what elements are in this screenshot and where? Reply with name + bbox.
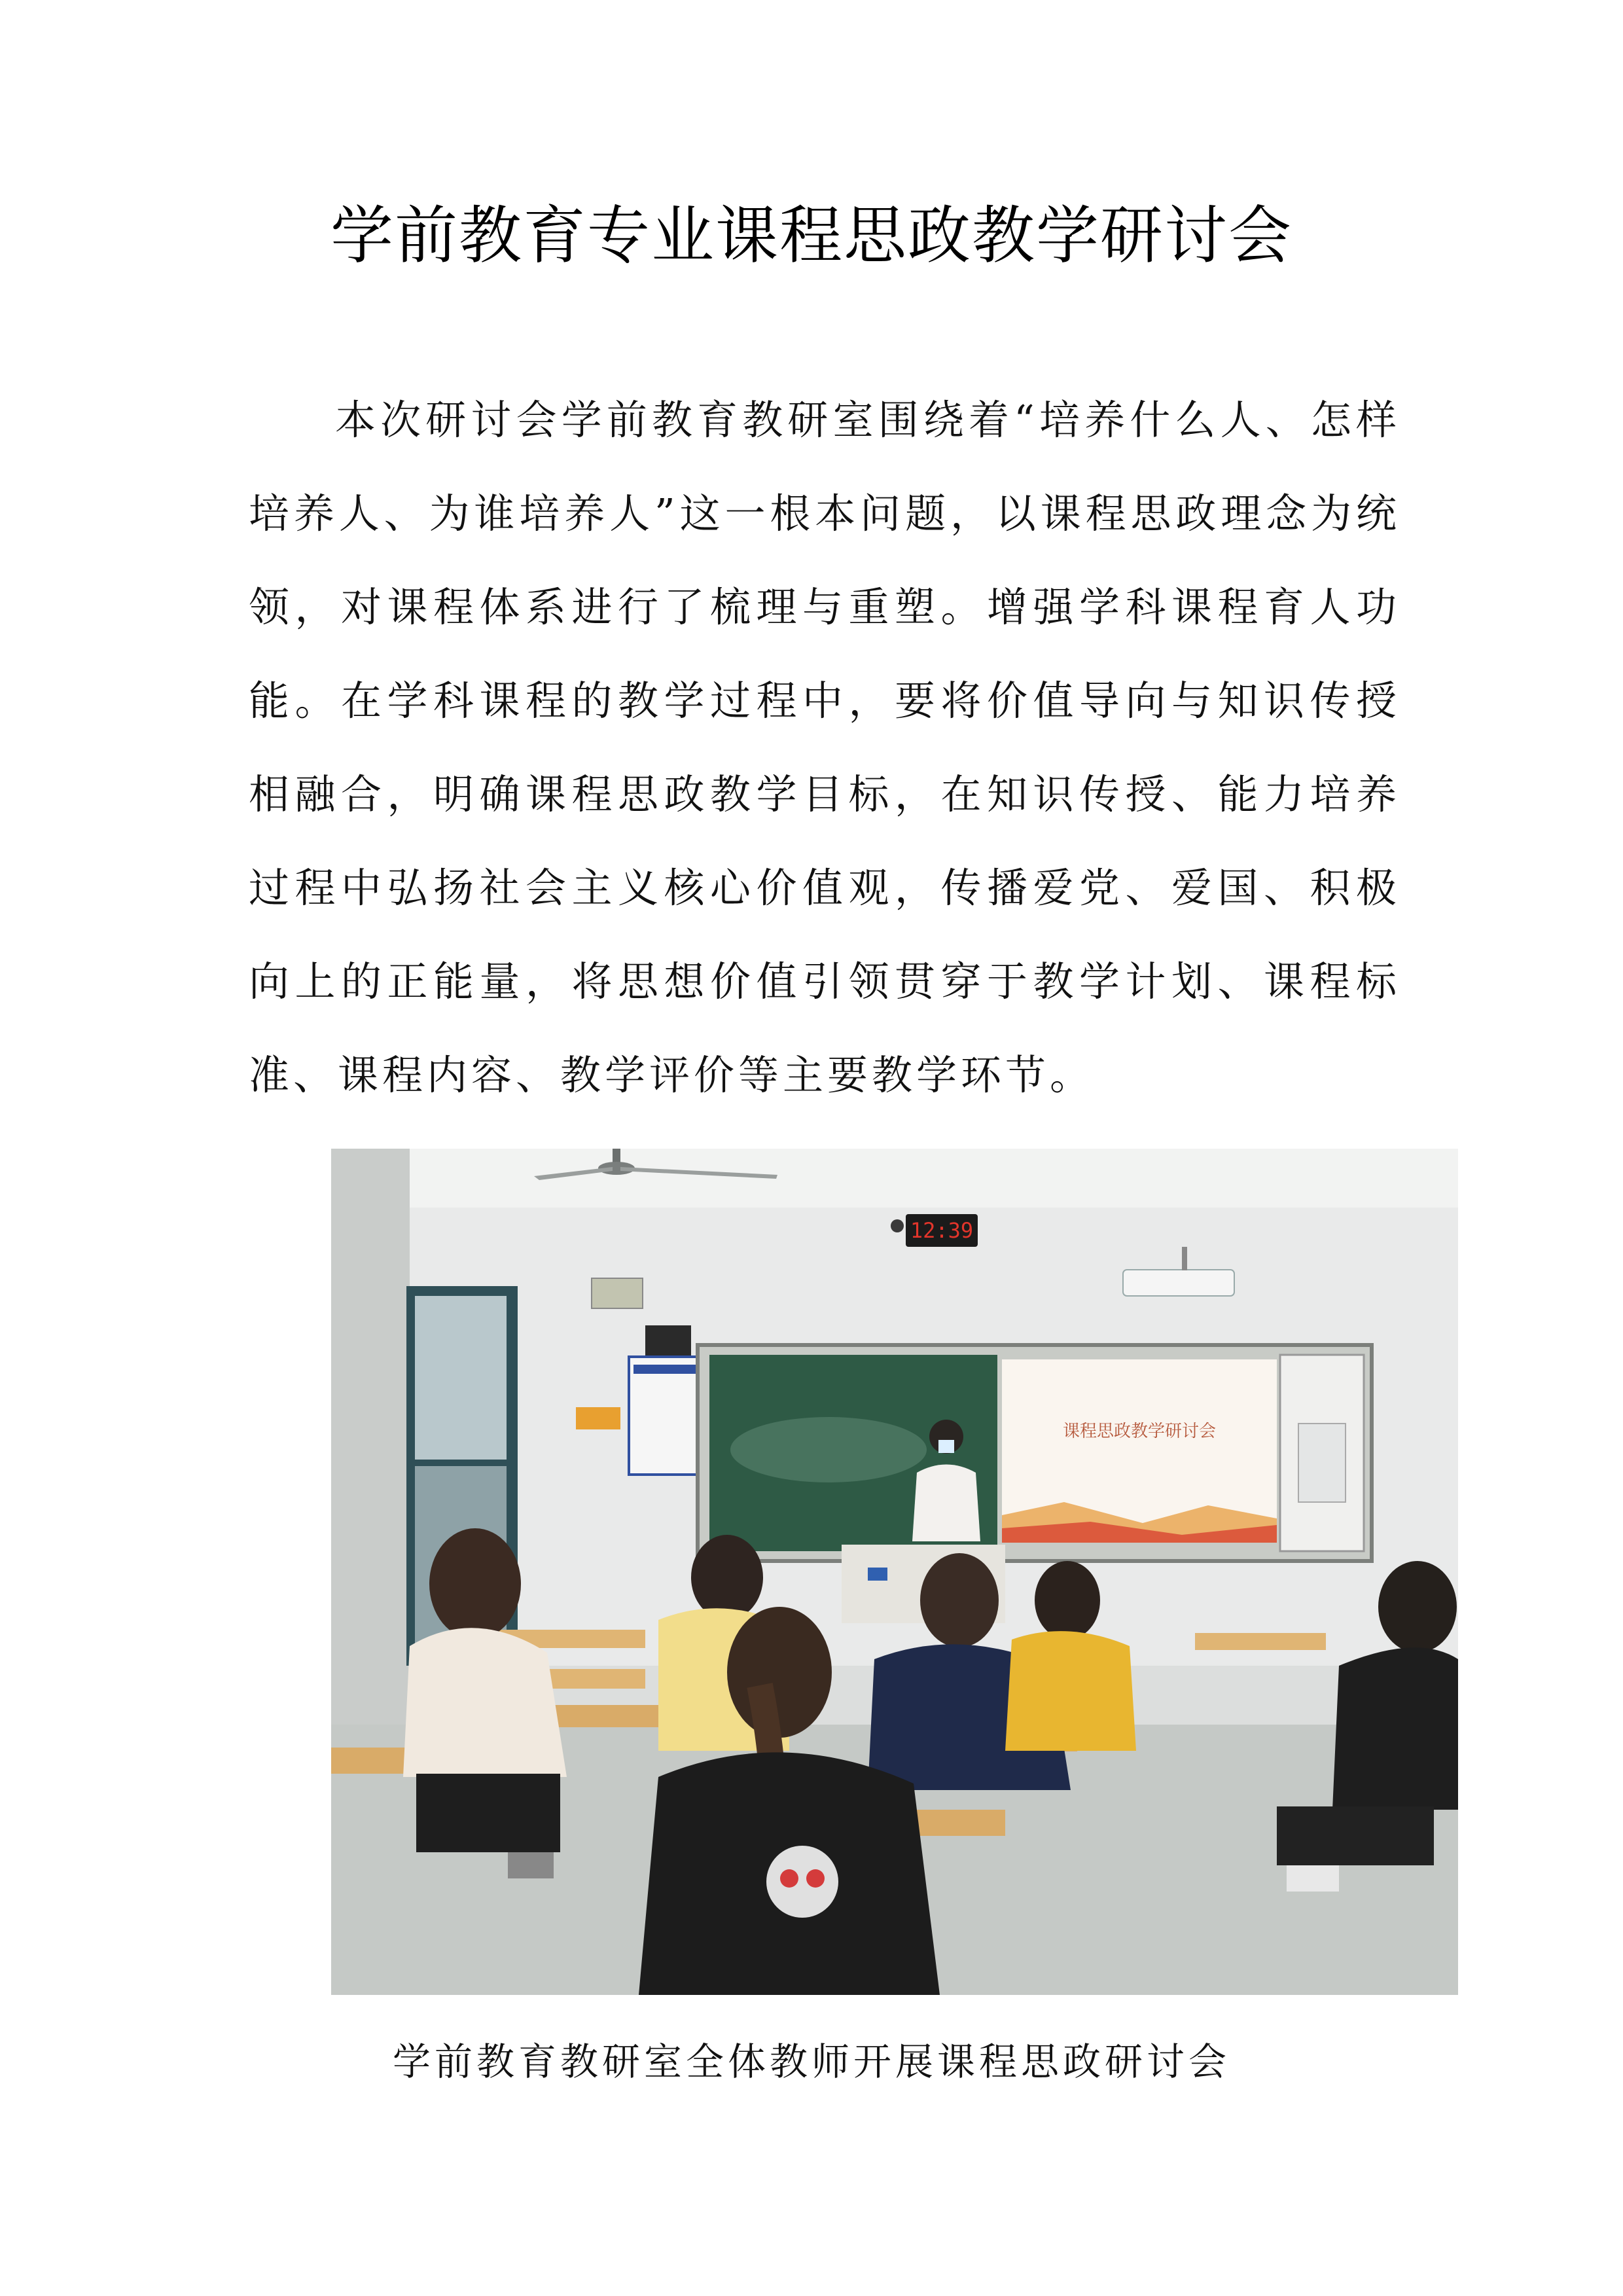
photo-caption: 学前教育教研室全体教师开展课程思政研讨会 (392, 2039, 1230, 2084)
clock-display: 12:39 (910, 1218, 974, 1243)
body-paragraph: 本次研讨会学前教育教研室围绕着“培养什么人、怎样培养人、为谁培养人”这一根本问题，以课程思政理念为统领，对课程体系进行了梳理与重塑。增强学科课程育人功能。在学科课程的教学过程中，要将价值导向与知识传授相融合，明确课程思政教学目标，在知识传授、能力培养过程中弘扬社会主义核心价值观，传播爱党、爱国、积极向上的正能量，将思想价值引领贯穿于教学计划、课程标准、课程内容、教学评价等主要教学环节。 (249, 396, 1400, 1099)
slide-title: 课程思政教学研讨会 (1062, 1422, 1217, 1441)
document-title: 学前教育专业课程思政教学研讨会 (330, 199, 1293, 272)
classroom-scene (331, 1149, 1458, 1995)
classroom-photo (331, 1149, 1458, 1995)
projection-screen (1002, 1359, 1277, 1543)
